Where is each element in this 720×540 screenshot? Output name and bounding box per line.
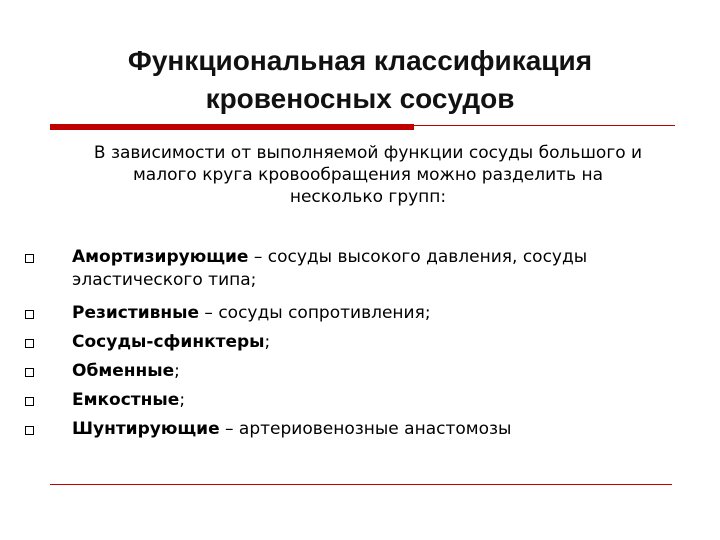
square-bullet-icon — [25, 310, 34, 319]
list-item-resistive — [0, 299, 692, 328]
item-term: Амортизирующие — [72, 247, 249, 267]
intro-paragraph — [48, 142, 688, 208]
list-item-amortizing — [0, 246, 692, 299]
item-description: – артериовенозные анастомозы — [219, 419, 512, 439]
square-bullet-icon — [25, 426, 34, 435]
list-item-exchange — [0, 357, 692, 386]
vessel-group-list — [0, 246, 720, 444]
item-description: ; — [174, 361, 180, 381]
item-description: ; — [179, 390, 186, 410]
item-term: Резистивные — [72, 303, 200, 323]
intro-line-1: В зависимости от выполняемой функции сосуды большого и — [93, 143, 643, 163]
list-item-sphincter — [0, 328, 692, 357]
item-description-continued: эластического типа; — [72, 270, 257, 290]
item-description: – сосуды сопротивления; — [199, 303, 431, 323]
item-description: ; — [264, 332, 271, 352]
intro-line-2: малого круга кровообращения можно разделить на — [132, 165, 604, 185]
title-line-1: Функциональная классификация — [127, 45, 593, 76]
title-line-2: кровеносных сосудов — [205, 83, 515, 114]
square-bullet-icon — [25, 368, 34, 377]
square-bullet-icon — [25, 397, 34, 406]
square-bullet-icon — [25, 339, 34, 348]
slide-title — [60, 42, 660, 118]
intro-line-3: несколько групп: — [289, 187, 447, 207]
item-description: – сосуды высокого давления, сосуды — [248, 247, 588, 267]
item-term: Шунтирующие — [72, 419, 220, 439]
item-term: Емкостные — [72, 390, 180, 410]
square-bullet-icon — [25, 254, 34, 263]
footer-divider-line — [50, 484, 672, 485]
item-term: Сосуды-сфинктеры — [72, 332, 265, 352]
list-item-capacitive — [0, 386, 692, 415]
item-term: Обменные — [72, 361, 175, 381]
title-divider-accent — [50, 124, 414, 130]
list-item-shunting — [0, 415, 692, 444]
